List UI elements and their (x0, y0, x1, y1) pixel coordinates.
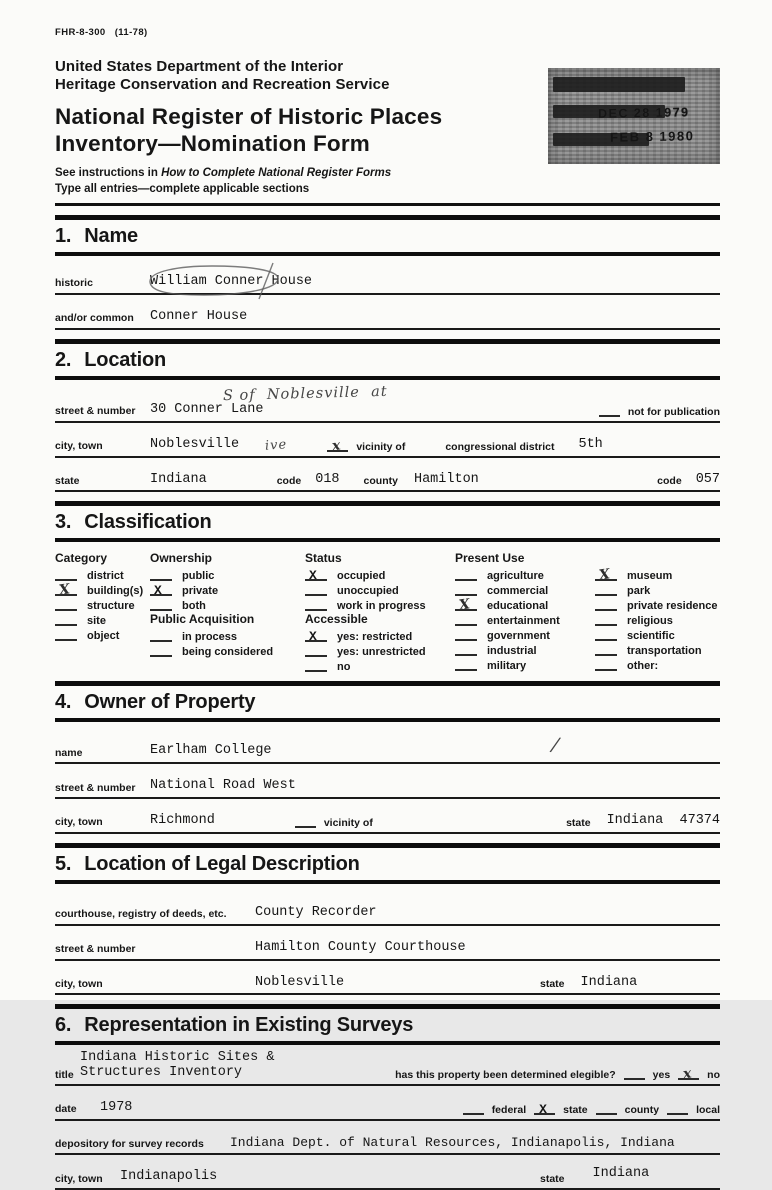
stamp-date-received: DEC 28 1979 (597, 105, 690, 121)
survey-date-label: date (55, 1103, 77, 1116)
vicinity-label: vicinity of (356, 440, 406, 453)
eligible-no-label: no (707, 1069, 720, 1082)
state-survey-label: state (563, 1104, 588, 1116)
use-government: government (455, 627, 595, 642)
courthouse-label: courthouse, registry of deeds, etc. (55, 908, 227, 921)
accessible-no: no (305, 658, 455, 673)
obscured-stamp-bar (553, 77, 685, 92)
present-use-column-1: Present Use agriculture commercial X educational entertainment government industrial military (455, 551, 595, 673)
section-location (55, 339, 720, 493)
field-common-name (55, 310, 720, 330)
section-surveys-heading: 6. Representation in Existing Surveys (55, 1014, 414, 1037)
street-value: 30 Conner Lane (150, 401, 264, 417)
category-structure: structure (55, 597, 150, 612)
ownership-column: Ownership public X private both Public Acquisition in process being considered (150, 551, 305, 673)
historic-label: historic (55, 277, 93, 290)
section-name (55, 215, 720, 330)
eligible-yes-label: yes (652, 1069, 671, 1082)
section-legal (55, 843, 720, 996)
date-stamp-box (548, 68, 720, 164)
field-legal-city (55, 976, 720, 996)
category-buildings: X building(s) (55, 582, 150, 597)
county-value: Hamilton (413, 471, 479, 487)
form-header (55, 58, 720, 197)
field-depository (55, 1136, 720, 1155)
depository-value: Indiana Dept. of Natural Resources, Indianapolis, Indiana (230, 1135, 675, 1150)
state-code-label: code (276, 475, 302, 488)
field-survey-date (55, 1101, 720, 1121)
use-entertainment: entertainment (455, 612, 595, 627)
legal-street-value: Hamilton County Courthouse (255, 939, 466, 955)
survey-city-value: Indianapolis (120, 1169, 218, 1185)
field-survey-city (55, 1166, 720, 1190)
header-rule (55, 203, 720, 206)
section-owner (55, 681, 720, 834)
use-religious: religious (595, 612, 720, 627)
present-use-column-2 (595, 551, 720, 673)
owner-vicinity-label: vicinity of (323, 816, 373, 829)
ownership-public: public (150, 567, 305, 582)
acquisition-being-considered: being considered (150, 643, 305, 658)
use-museum: X museum (595, 567, 720, 582)
use-industrial: industrial (455, 642, 595, 657)
ownership-private: X private (150, 582, 305, 597)
instructions-line-1: See instructions in How to Complete National Register Forms (55, 167, 392, 179)
use-scientific: scientific (595, 627, 720, 642)
congressional-district-label: congressional district (445, 440, 555, 453)
legal-street-label: street & number (55, 943, 136, 956)
federal-label: federal (491, 1104, 527, 1116)
field-owner-street (55, 779, 720, 799)
survey-title-line-1: Indiana Historic Sites & (80, 1050, 275, 1066)
status-occupied: X occupied (305, 567, 455, 582)
category-district: district (55, 567, 150, 582)
handwritten-slash: / (550, 733, 561, 757)
federal-blank (463, 1104, 487, 1116)
owner-vicinity-blank (295, 817, 319, 829)
use-other: other: (595, 657, 720, 672)
owner-state-label: state (566, 816, 591, 829)
county-blank (596, 1104, 620, 1116)
owner-name-label: name (55, 746, 83, 759)
local-blank (667, 1104, 691, 1116)
field-state-county (55, 473, 720, 493)
common-label: and/or common (55, 312, 134, 325)
acquisition-in-process: in process (150, 628, 305, 643)
accessible-yes-restricted: X yes: restricted (305, 628, 455, 643)
handwritten-location-note: S of Noblesville at (222, 383, 388, 404)
form-number: FHR-8-300 (11-78) (55, 27, 148, 38)
historic-name-value: William Conner House (150, 274, 313, 290)
survey-date-value: 1978 (100, 1100, 133, 1116)
accessible-yes-unrestricted: yes: unrestricted (305, 643, 455, 658)
field-city-town (55, 438, 720, 458)
agency-line-2: Heritage Conservation and Recreation Service (55, 75, 390, 93)
section-location-heading: 2. Location (55, 348, 167, 371)
use-agriculture: agriculture (455, 567, 595, 582)
owner-street-label: street & number (55, 781, 136, 794)
section-legal-heading: 5. Location of Legal Description (55, 852, 360, 875)
use-private-residence: private residence (595, 597, 720, 612)
survey-title-label: title (55, 1068, 74, 1081)
use-transportation: transportation (595, 642, 720, 657)
form-title-line-2: Inventory—Nomination Form (55, 130, 371, 156)
congressional-district-value: 5th (578, 436, 603, 452)
ownership-both: both (150, 597, 305, 612)
owner-city-label: city, town (55, 816, 103, 829)
instructions-line-2: Type all entries—complete applicable sections (55, 182, 310, 195)
county-survey-label: county (624, 1104, 660, 1116)
owner-state-value: Indiana 47374 (606, 813, 720, 829)
status-work-in-progress: work in progress (305, 597, 455, 612)
city-label: city, town (55, 439, 103, 452)
not-for-publication-blank (599, 406, 623, 418)
field-survey-title (55, 1051, 720, 1086)
owner-name-value: Earlham College (150, 743, 272, 759)
stamp-date-entered: FEB 8 1980 (609, 128, 695, 145)
category-column: Category district X building(s) structure site object (55, 551, 150, 673)
state-label: state (55, 474, 80, 487)
courthouse-value: County Recorder (255, 904, 377, 920)
field-street-number (55, 383, 720, 423)
section-owner-heading: 4. Owner of Property (55, 691, 256, 714)
city-value: Noblesville (150, 436, 240, 452)
survey-state-value: Indiana (592, 1166, 650, 1182)
eligible-question: has this property been determined elegible? (395, 1069, 616, 1082)
survey-state-label: state (540, 1173, 565, 1186)
state-checkbox: X (534, 1104, 558, 1116)
status-unoccupied: unoccupied (305, 582, 455, 597)
use-educational: X educational (455, 597, 595, 612)
county-code-value: 057 (695, 471, 720, 487)
county-label: county (363, 475, 398, 488)
legal-city-value: Noblesville (255, 974, 345, 990)
state-code-value: 018 (315, 471, 340, 487)
status-column: Status X occupied unoccupied work in progress Accessible X yes: restricted yes: unrestricted no (305, 551, 455, 673)
form-title-line-1: National Register of Historic Places (55, 104, 443, 130)
section-classification-heading: 3. Classification (55, 511, 212, 534)
street-label: street & number (55, 404, 136, 417)
legal-state-label: state (540, 978, 565, 991)
owner-city-value: Richmond (150, 813, 215, 829)
survey-title-line-2: Structures Inventory (80, 1065, 243, 1081)
not-for-publication-label: not for publication (627, 405, 720, 418)
agency-line-1: United States Department of the Interior (55, 58, 344, 75)
field-owner-city (55, 814, 720, 834)
local-label: local (696, 1104, 720, 1116)
section-surveys (55, 1004, 720, 1190)
field-courthouse (55, 906, 720, 926)
classification-grid (55, 551, 720, 681)
use-commercial: commercial (455, 582, 595, 597)
eligible-yes-blank (624, 1069, 648, 1081)
state-value: Indiana (150, 471, 207, 487)
field-historic-name (55, 271, 720, 295)
depository-label: depository for survey records (55, 1137, 204, 1150)
category-site: site (55, 612, 150, 627)
owner-street-value: National Road West (150, 778, 296, 794)
legal-state-value: Indiana (580, 974, 638, 990)
section-classification (55, 501, 720, 681)
legal-city-label: city, town (55, 977, 103, 990)
category-object: object (55, 627, 150, 642)
county-code-label: code (657, 475, 682, 488)
field-owner-name (55, 733, 720, 764)
use-park: park (595, 582, 720, 597)
handwritten-city-scribble: ive (264, 436, 288, 454)
survey-city-label: city, town (55, 1172, 103, 1185)
common-name-value: Conner House (150, 308, 248, 324)
eligible-no-checkbox: x (678, 1069, 702, 1081)
field-legal-street (55, 941, 720, 961)
section-name-heading: 1. Name (55, 225, 138, 248)
vicinity-checkbox: x (327, 441, 351, 453)
use-military: military (455, 657, 595, 672)
